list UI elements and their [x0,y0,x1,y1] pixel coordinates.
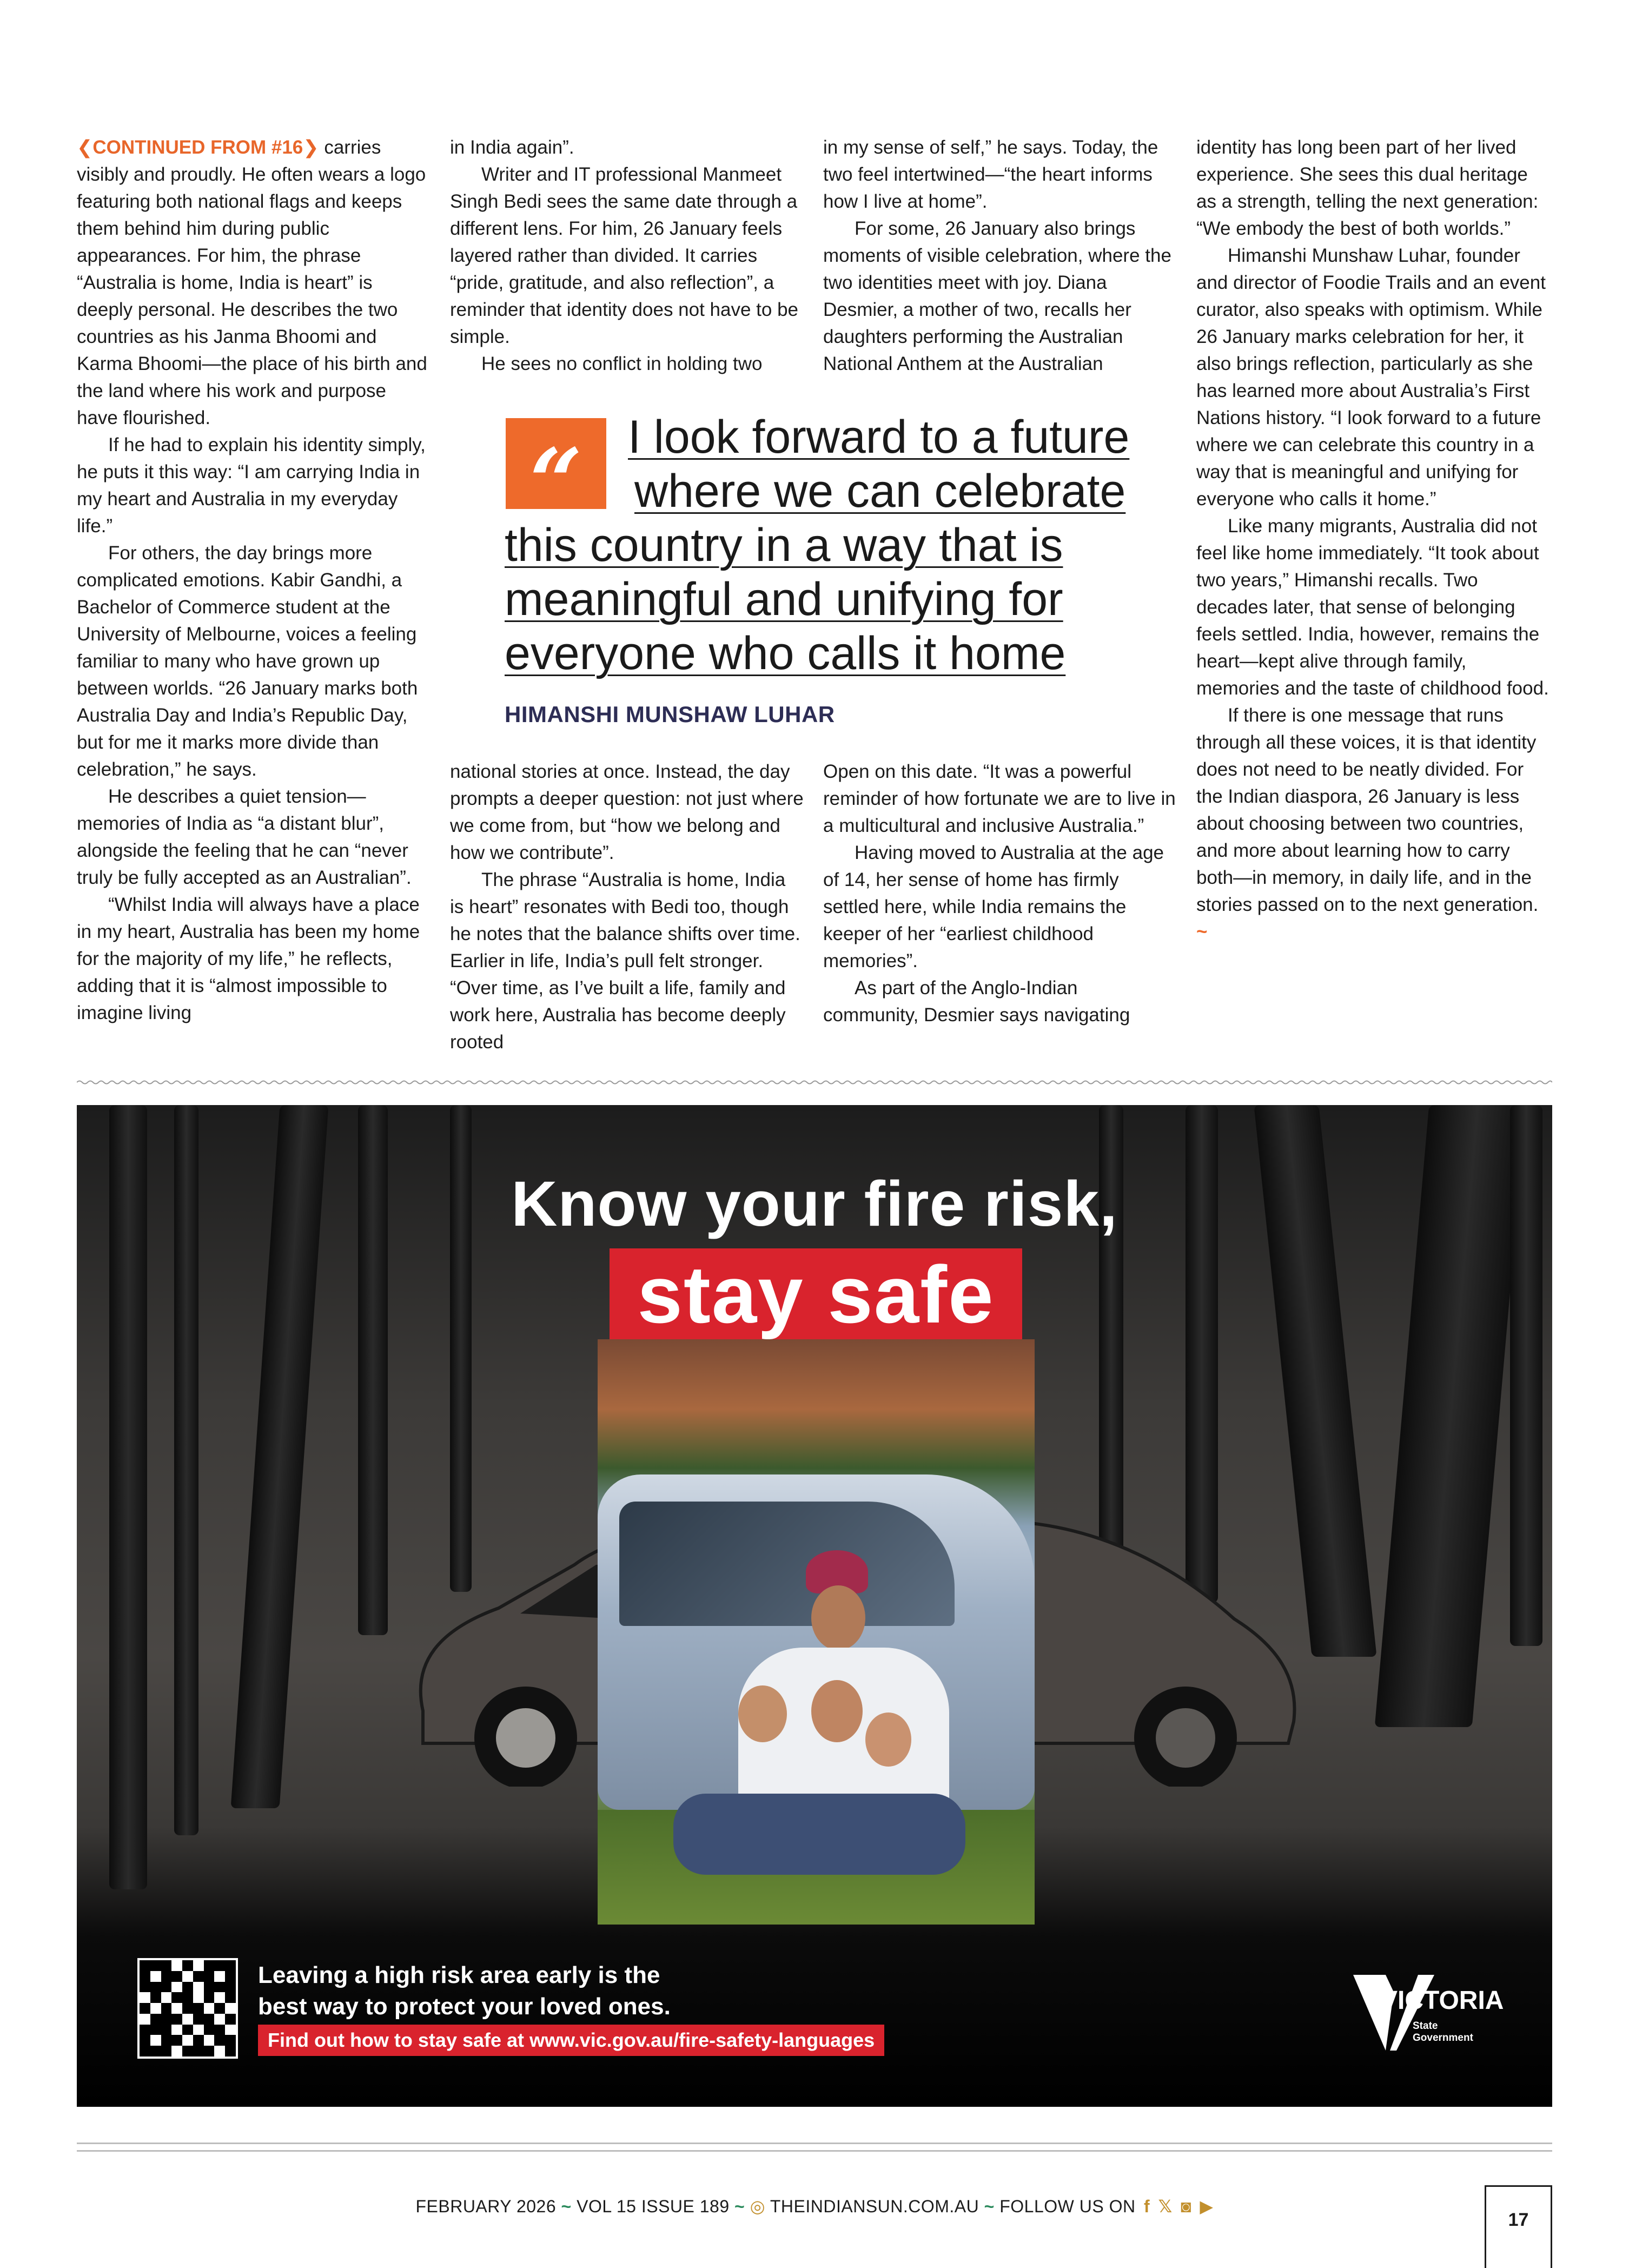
article-paragraph: Himanshi Munshaw Luhar, founder and director of Foodie Trails and an event curator, also speaks with optimism. While 26 January marks celebration for her, it also brings reflection, particularly as she has learned more about Australia’s First Nations history. “I look forward to a future where we can celebrate this country in a way that is meaningful and unifying for everyone who calls it home.” [1196,245,1546,510]
article-paragraph: identity has long been part of her lived experience. She sees this dual heritage as a strength, telling the next generation: “We embody the best of both worlds.” [1196,137,1539,239]
footer-site-link[interactable]: THEINDIANSUN.COM.AU [770,2197,979,2216]
pull-quote [505,410,1143,680]
qr-code[interactable] [137,1958,238,2059]
girl-face [865,1712,911,1767]
pull-quote-author: HIMANSHI MUNSHAW LUHAR [505,702,835,727]
article-paragraph: Having moved to Australia at the age of 14, her sense of home has firmly settled here, while India remains the keeper of her “earliest childhood memories”. [823,842,1164,971]
article-paragraph: If there is one message that runs through all these voices, it is that identity does not need to be neatly divided. For the Indian diaspora, 26 January is less about choosing between two countries, and more about learning how to carry both—in memory, in daily life, and in the stories passed on to the next generation. ~ [1196,705,1539,942]
article-column-1 [77,134,431,1027]
advert-badge: stay safe [610,1248,1022,1340]
quote-mark-icon: “ [506,418,606,509]
x-icon[interactable]: 𝕏 [1158,2197,1173,2216]
footer-rule [77,2150,1552,2152]
footer-issue: VOL 15 ISSUE 189 [577,2197,730,2216]
separator-icon: ~ [734,2197,745,2216]
article-paragraph: Open on this date. “It was a powerful reminder of how fortunate we are to live in a multicultural and inclusive Australia.” [823,761,1176,836]
article-column-2-top [450,134,804,378]
pull-quote-line: where we can celebrate [634,465,1126,517]
jeans [673,1794,965,1875]
article-paragraph: in India again”. [450,137,574,158]
separator-icon: ~ [984,2197,995,2216]
advert-tagline: Leaving a high risk area early is the best way to protect your loved ones. [258,1962,671,2020]
victoria-government-logo: VICTORIA State Government [1353,1971,1494,2057]
advert-headline: Know your fire risk, [511,1168,1118,1240]
pull-quote-line: I look forward to a future [628,411,1130,463]
article-paragraph: If he had to explain his identity simply, he puts it this way: “I am carrying India in my heart and Australia in my everyday life.” [77,434,426,537]
footer-date: FEBRUARY 2026 [415,2197,557,2216]
separator-icon: ~ [561,2197,572,2216]
article-paragraph: national stories at once. Instead, the day prompts a deeper question: not just where we come from, but “how we belong and how we contribute”. [450,761,804,863]
page-number: 17 [1485,2185,1552,2268]
article-paragraph: He sees no conflict in holding two [481,353,763,374]
facebook-icon[interactable]: f [1143,2197,1150,2216]
family-photo [598,1339,1035,1925]
article-column-4 [1196,134,1551,945]
section-divider [77,1080,1552,1085]
car-window [619,1502,955,1626]
footer-rule [77,2143,1552,2144]
article-paragraph: The phrase “Australia is home, India is heart” resonates with Bedi too, though he notes that the balance shifts over time. Earlier in life, India’s pull felt stronger. “Over time, as I’ve built a life, family and work here, Australia has become deeply rooted [450,869,800,1053]
article-column-2-bottom [450,758,804,1056]
article-paragraph: As part of the Anglo-Indian community, Desmier says navigating [823,977,1130,1026]
advert-cta-link[interactable]: Find out how to stay safe at www.vic.gov.au/fire-safety-languages [258,2025,884,2056]
article-paragraph: ❮CONTINUED FROM #16❯ carries visibly and proudly. He often wears a logo featuring both national flags and keeps them behind him during public appearances. For him, the phrase “Australia is home, India is heart” is deeply personal. He describes the two countries as his Janma Bhoomi and Karma Bhoomi—the place of his birth and the land where his work and purpose have flourished. [77,137,427,428]
woman-face [811,1680,863,1742]
article-column-3-top [823,134,1177,378]
pull-quote-line: everyone who calls it home [505,627,1066,679]
article-paragraph: in my sense of self,” he says. Today, the two feel intertwined—“the heart informs how I live at home”. [823,137,1158,212]
globe-icon: ◎ [750,2197,766,2216]
article-paragraph: Writer and IT professional Manmeet Singh Bedi sees the same date through a different lens. For him, 26 January feels layered rather than divided. It carries “pride, gratitude, and also reflection”, a reminder that identity does not have to be simple. [450,164,799,347]
pull-quote-line: meaningful and unifying for [505,573,1063,625]
article-paragraph: “Whilst India will always have a place in my heart, Australia has been my home for the majority of my life,” he reflects, adding that it is “almost impossible to imagine living [77,894,420,1023]
pull-quote-line: this country in a way that is [505,519,1063,571]
article-paragraph: Like many migrants, Australia did not feel like home immediately. “It took about two years,” Himanshi recalls. Two decades later, that sense of belonging feels settled. India, however, remains the heart—kept alive through family, memories and the taste of childhood food. [1196,515,1549,699]
person-face [811,1585,865,1650]
continued-tag[interactable]: ❮CONTINUED FROM #16❯ [77,137,319,158]
article-paragraph: He describes a quiet tension—memories of India as “a distant blur”, alongside the feeling that he can “never truly be fully accepted as an Australian”. [77,786,412,888]
footer-follow: FOLLOW US ON [999,2197,1136,2216]
child-face [738,1685,787,1742]
fire-safety-advert[interactable] [77,1105,1552,2107]
instagram-icon[interactable]: ◙ [1181,2197,1192,2216]
article-column-3-bottom [823,758,1177,1029]
end-mark-icon: ~ [1196,921,1208,942]
youtube-icon[interactable]: ▶ [1200,2197,1214,2216]
footer [0,2196,1629,2217]
article-paragraph: For some, 26 January also brings moments of visible celebration, where the two identities meet with joy. Diana Desmier, a mother of two, recalls her daughters performing the Australian National Anthem at the Australian [823,218,1171,374]
article-paragraph: For others, the day brings more complicated emotions. Kabir Gandhi, a Bachelor of Commerce student at the University of Melbourne, voices a feeling familiar to many who have grown up between worlds. “26 January marks both Australia Day and India’s Republic Day, but for me it marks more divide than celebration,” he says. [77,543,418,780]
